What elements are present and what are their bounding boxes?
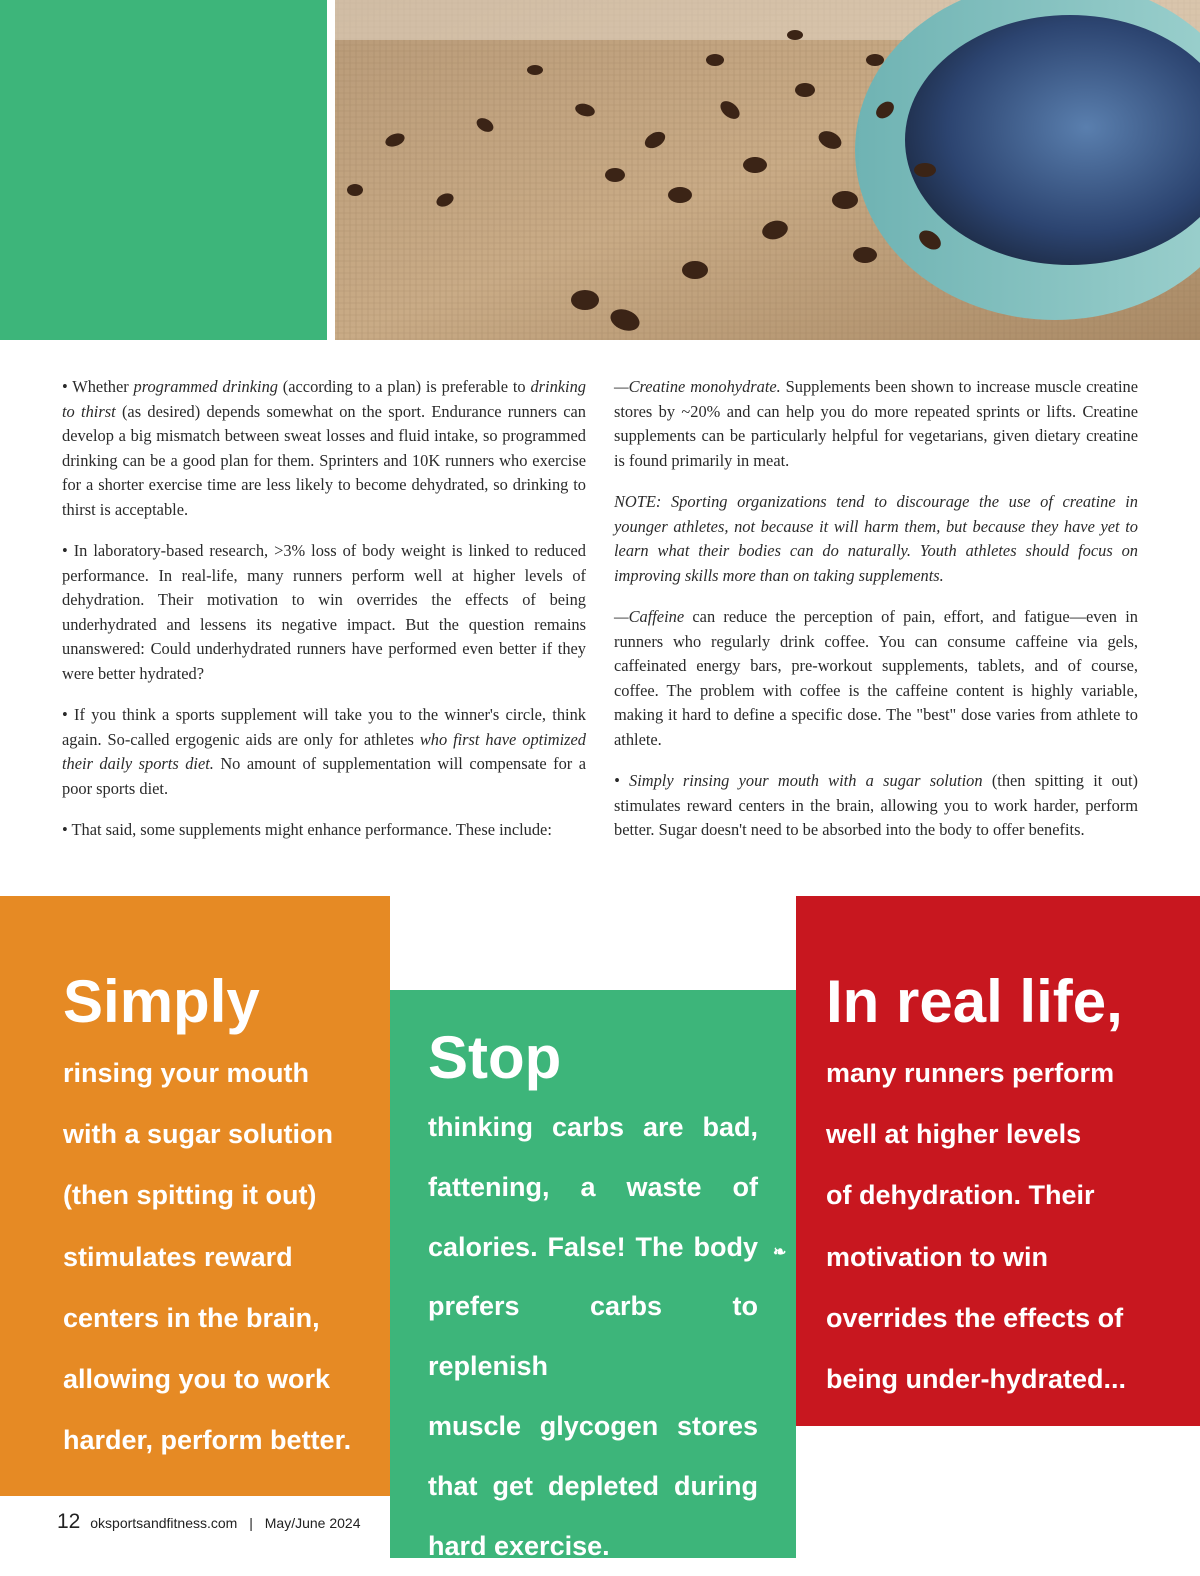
pullquote-line: hard exercise. xyxy=(428,1530,610,1561)
pullquote-line: overrides the effects of xyxy=(826,1302,1124,1333)
left-paragraph-2: • In laboratory-based research, >3% loss of body weight is linked to reduced performance. In real-life, many runners perform well at higher levels of dehydration. Their motivation to win overrides the effects of being underhydrated and lessens its negative impact. But the question remains unanswered: Could underhydrated runners have performed even better if they were better hydrated? xyxy=(62,541,586,683)
pullquote-line: prefers carbs to replenish xyxy=(428,1291,758,1382)
pullquote-green-text xyxy=(428,1098,758,1576)
footer-site: oksportsandfitness.com xyxy=(90,1515,238,1531)
coffee-photo xyxy=(335,0,1200,340)
pullquote-line: well at higher levels xyxy=(826,1119,1082,1150)
pullquote-red-text xyxy=(826,1043,1126,1410)
pullquote-line: many runners perform xyxy=(826,1058,1115,1088)
pullquote-line: being under-hydrated... xyxy=(826,1364,1127,1395)
left-paragraph-1: • Whether programmed drinking (according to a plan) is preferable to drinking to thirst (as desired) depends somewhat on the sport. Endurance runners can develop a big mismatch between sweat losses and fluid intake, so programmed drinking can be a good plan for them. Sprinters and 10K runners who exercise for a shorter exercise time are less likely to become dehydrated, so drinking to thirst is acceptable. xyxy=(62,377,586,519)
page-footer xyxy=(57,1510,360,1534)
pullquote-line: harder, perform better. xyxy=(63,1425,352,1456)
pullquote-line: calories. False! The body xyxy=(428,1231,758,1262)
pullquote-red-heading: In real life, xyxy=(826,968,1123,1035)
pullquote-line: stimulates reward xyxy=(63,1241,293,1272)
right-paragraph-caffeine: —Caffeine can reduce the perception of pain, effort, and fatigue—even in runners who regularly drink coffee. You can consume caffeine via gels, caffeinated energy bars, pre-workout supplements, tablets, and of course, coffee. The problem with coffee is the caffeine content is highly variable, making it hard to define a specific dose. The "best" dose varies from athlete to athlete. xyxy=(614,607,1138,749)
pullquote-orange-heading: Simply xyxy=(63,968,260,1035)
pullquote-line: rinsing your mouth xyxy=(63,1058,309,1088)
right-note: NOTE: Sporting organizations tend to discourage the use of creatine in younger athletes, not because it will harm them, but because they have yet to learn what their bodies can do naturally. Youth athletes should focus on improving skills more than on taking supplements. xyxy=(614,492,1138,585)
right-paragraph-creatine: —Creatine monohydrate. Supplements been shown to increase muscle creatine stores by ~20% and can help you do more repeated sprints or lifts. Creatine supplements can be particularly helpful for vegetarians, given dietary creatine is found primarily in meat. xyxy=(614,377,1138,470)
right-paragraph-sugar: • Simply rinsing your mouth with a sugar solution (then spitting it out) stimulates reward centers in the brain, allowing you to work harder, perform better. Sugar doesn't need to be absorbed into the body to offer benefits. xyxy=(614,771,1138,839)
pullquote-green xyxy=(390,990,796,1561)
pullquote-orange xyxy=(0,896,390,1496)
pullquote-line: centers in the brain, xyxy=(63,1302,320,1333)
pullquote-line: (then spitting it out) xyxy=(63,1180,317,1211)
pullquote-line: fattening, a waste of xyxy=(428,1171,758,1202)
left-paragraph-3: • If you think a sports supplement will take you to the winner's circle, think again. So-called ergogenic aids are only for athletes who first have optimized their daily sports diet. No amount of supplementation will compensate for a poor sports diet. xyxy=(62,705,586,798)
left-paragraph-4: • That said, some supplements might enhance performance. These include: xyxy=(62,820,552,839)
footer-issue: May/June 2024 xyxy=(264,1515,361,1531)
leaf-icon: ❧ xyxy=(773,1244,787,1261)
page-number: 12 xyxy=(57,1510,81,1533)
pullquote-green-heading: Stop xyxy=(428,1024,562,1091)
pullquote-orange-text xyxy=(63,1043,351,1471)
pullquote-line: motivation to win xyxy=(826,1241,1048,1272)
footer-separator: | xyxy=(249,1515,253,1531)
pullquote-line: that get depleted during xyxy=(428,1470,758,1501)
pullquote-line: of dehydration. Their xyxy=(826,1180,1095,1211)
pullquote-line: allowing you to work xyxy=(63,1364,331,1395)
green-color-block xyxy=(0,0,327,340)
left-text-column xyxy=(62,375,586,860)
pullquote-red xyxy=(796,896,1200,1426)
pullquote-line: muscle glycogen stores xyxy=(428,1410,758,1441)
pullquote-line: with a sugar solution xyxy=(63,1119,334,1150)
pullquote-line: thinking carbs are bad, xyxy=(428,1112,758,1142)
right-text-column xyxy=(614,375,1138,860)
